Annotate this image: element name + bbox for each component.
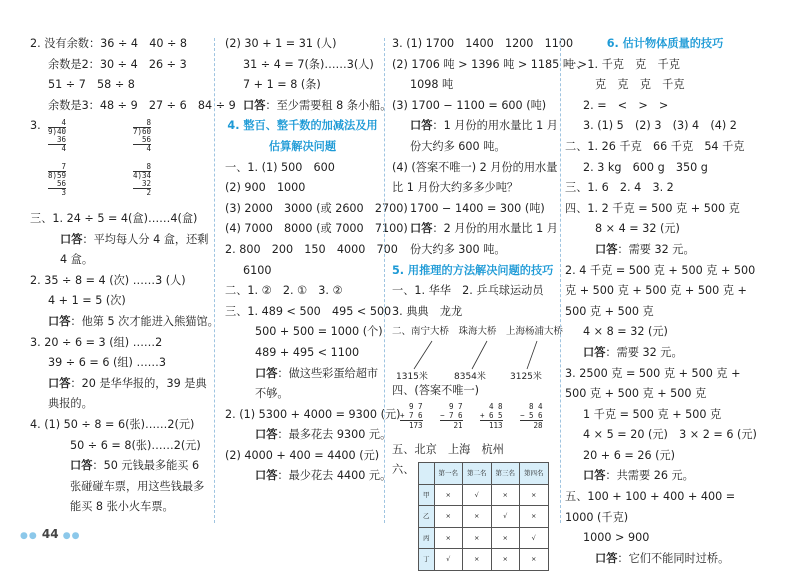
- answer-line: 2. 4 千克 = 500 克 + 500 克 + 500 克 + 500 克 + 500 克 + 500 克 + 500 克 + 500 克: [565, 263, 756, 318]
- answer-line: 20 + 6 = 26 (元): [583, 448, 676, 462]
- answer-line: 二、1. ② 2. ① 3. ②: [225, 284, 343, 298]
- answer-line: 1098 吨: [410, 78, 454, 92]
- decorative-dots: ●●: [20, 531, 38, 541]
- section-title: 4. 整百、整千数的加减法及用: [227, 119, 378, 133]
- column-divider: [214, 38, 215, 523]
- table-row: 丙 × × × √: [419, 527, 549, 549]
- answer-line: 3. 20 ÷ 6 = 3 (组) ……2: [30, 335, 163, 349]
- long-division-1: 4 9)40 36 4: [48, 117, 67, 153]
- answer-line: 2. 没有余数：36 ÷ 4 40 ÷ 8: [30, 37, 188, 50]
- section-title: 估算解决问题: [268, 139, 337, 153]
- answer-line: (2) 4000 + 400 = 4400 (元): [225, 448, 380, 462]
- oral-answer: 口答：1 月份的用水量比 1 月份大约多 600 吨。: [410, 119, 558, 153]
- answer-line: 8 × 4 = 32 (元): [595, 222, 680, 236]
- table-header: 第二名: [463, 463, 492, 485]
- answer-line: 1700 − 1400 = 300 (吨): [410, 201, 545, 215]
- answer-line: 四、(答案不唯一): [392, 383, 480, 397]
- answer-line: (2) 1706 吨 > 1396 吨 > 1185 吨 >: [392, 57, 587, 71]
- match-line: [472, 341, 487, 369]
- bridge-length: 3125米: [510, 371, 542, 382]
- answer-line: 3. 2500 克 = 500 克 + 500 克 + 500 克 + 500 克 + 500 克: [565, 366, 741, 401]
- answer-line: 一、1. 华华 2. 乒乓球运动员: [392, 284, 544, 298]
- column-divider: [560, 38, 561, 523]
- oral-answer: 口答：共需要 26 元。: [583, 469, 694, 483]
- answer-line: 二、1. 26 千克 66 千克 54 千克: [565, 139, 745, 153]
- long-division-4: 8 4)34 32 2: [133, 161, 152, 197]
- answer-line: (4) 7000 8000 (或 7000 7100): [225, 222, 408, 236]
- answer-line: 4 × 5 = 20 (元) 3 × 2 = 6 (元): [583, 428, 757, 442]
- match-line: [414, 341, 432, 369]
- answer-line: 一、1. (1) 500 600: [225, 160, 335, 174]
- answer-line: 三、1. 489 < 500 495 < 500: [225, 304, 392, 318]
- vertical-math: 9 7 − 7 6 21: [440, 401, 463, 430]
- column-4: [565, 34, 765, 569]
- answer-line: 3. (1) 1700 1400 1200 1100: [392, 37, 574, 50]
- vertical-math-row: [400, 402, 562, 440]
- answer-line: 50 ÷ 6 = 8(张)……2(元): [70, 438, 201, 452]
- answer-line: 2. 35 ÷ 8 = 4 (次) ……3 (人): [30, 273, 186, 287]
- answer-line: 1000 > 900: [583, 531, 650, 545]
- answer-line: 2. 3 kg 600 g 350 g: [583, 160, 708, 174]
- long-division-2: 8 7)60 56 4: [133, 117, 152, 153]
- answer-line: 2. = < > >: [583, 98, 669, 112]
- answer-line: 500 + 500 = 1000 (个): [255, 325, 383, 339]
- answer-line: (2) 900 1000: [225, 181, 306, 195]
- answer-line: 39 ÷ 6 = 6 (组) ……3: [48, 356, 166, 370]
- oral-answer: 口答：最少花去 4400 元。: [255, 469, 392, 483]
- column-1: [30, 34, 236, 518]
- oral-answer: 口答：至少需要租 8 条小船。: [243, 98, 392, 112]
- answer-line: 三、1. 24 ÷ 5 = 4(盒)……4(盒): [30, 211, 198, 225]
- answer-line: 51 ÷ 7 58 ÷ 8: [48, 78, 135, 92]
- column-divider: [384, 38, 385, 523]
- column-2: [225, 34, 408, 487]
- vertical-math: 8 4 − 5 6 28: [520, 401, 543, 430]
- answer-line: (3) 2000 3000 (或 2600 2700): [225, 201, 408, 215]
- answer-line: 31 ÷ 4 = 7(条)……3(人): [243, 57, 374, 71]
- vertical-math: 9 7 + 7 6 173: [400, 401, 423, 430]
- bridge-length: 8354米: [454, 371, 486, 382]
- oral-answer: 口答：他第 5 次才能进入熊猫馆。: [48, 314, 219, 328]
- answer-line: 四、1. 2 千克 = 500 克 + 500 克: [565, 201, 740, 215]
- answer-line: 3. (1) 5 (2) 3 (3) 4 (4) 2: [583, 119, 737, 133]
- answer-line: 余数是3：48 ÷ 9 27 ÷ 6 84 ÷ 9: [48, 98, 236, 112]
- answer-line: 4 × 8 = 32 (元): [583, 325, 668, 339]
- oral-answer: 口答：20 是华华报的，39 是典典报的。: [48, 376, 207, 411]
- answer-line: 五、北京 上海 杭州: [392, 442, 504, 456]
- oral-answer: 口答：需要 32 元。: [583, 345, 683, 359]
- long-division-row: [38, 163, 210, 203]
- oral-answer: 口答：50 元钱最多能买 6 张碰碰车票，用这些钱最多能买 8 张小火车票。: [70, 459, 205, 514]
- answer-line: 7 + 1 = 8 (条): [243, 78, 321, 92]
- answer-line: 三、1. 6 2. 4 3. 2: [565, 181, 674, 195]
- bridge-matching-diagram: [392, 343, 562, 387]
- oral-answer: 口答：需要 32 元。: [595, 242, 695, 256]
- oral-answer: 口答：做这些彩蛋给超市不够。: [255, 366, 379, 401]
- decorative-dots: ●●: [62, 531, 81, 541]
- answer-line: 4 + 1 = 5 (次): [48, 294, 126, 308]
- match-line: [527, 341, 537, 369]
- table-header: 第三名: [491, 463, 520, 485]
- table-header: [419, 463, 435, 485]
- answer-line: 余数是2：30 ÷ 4 26 ÷ 3: [48, 57, 187, 71]
- answer-line: 2. 800 200 150 4000 700: [225, 242, 398, 256]
- table-row: 乙 × × √ ×: [419, 506, 549, 528]
- ranking-table-row: [392, 460, 562, 571]
- answer-line: (4) (答案不唯一) 2 月份的用水量比 1 月份大约多多少吨？: [392, 160, 558, 195]
- answer-line: 6100: [243, 263, 272, 277]
- table-row: 丁 √ × × ×: [419, 549, 549, 571]
- oral-answer: 口答：它们不能同时过桥。: [595, 551, 730, 565]
- answer-line: 六、: [392, 463, 415, 477]
- ranking-table: [418, 462, 549, 571]
- bridge-length: 1315米: [396, 371, 428, 382]
- answer-line: 489 + 495 < 1100: [255, 345, 360, 359]
- table-header: 第四名: [520, 463, 549, 485]
- answer-line: (3) 1700 − 1100 = 600 (吨): [392, 98, 547, 112]
- section-title: 5. 用推理的方法解决问题的技巧: [392, 263, 554, 277]
- long-division-row: [38, 119, 210, 159]
- long-division-3: 7 8)59 56 3: [48, 161, 67, 197]
- table-row: 甲 × √ × ×: [419, 484, 549, 506]
- answer-line: 五、100 + 100 + 400 + 400 = 1000 (千克): [565, 490, 736, 524]
- oral-answer: 口答：平均每人分 4 盒，还剩 4 盒。: [60, 232, 209, 267]
- answer-line: 二、南宁大桥 珠海大桥 上海杨浦大桥: [392, 326, 564, 338]
- answer-line: 3. 典典 龙龙: [392, 304, 463, 318]
- answer-line: 3.: [30, 119, 41, 133]
- answer-line: 2. (1) 5300 + 4000 = 9300 (元): [225, 407, 401, 421]
- answer-line: 克 克 克 千克: [595, 78, 685, 92]
- table-header: 第一名: [434, 463, 463, 485]
- answer-line: 1 千克 = 500 克 + 500 克: [583, 407, 722, 421]
- page-number: ●● 44 ●●: [20, 527, 81, 541]
- answer-line: 一、1. 千克 克 千克: [565, 57, 680, 71]
- vertical-math: 4 8 + 6 5 113: [480, 401, 503, 430]
- column-3: [392, 34, 587, 571]
- oral-answer: 口答：最多花去 9300 元。: [255, 428, 392, 442]
- answer-line: (2) 30 + 1 = 31 (人): [225, 37, 337, 50]
- oral-answer: 口答：2 月份的用水量比 1 月份大约多 300 吨。: [410, 222, 558, 256]
- answer-line: 4. (1) 50 ÷ 8 = 6(张)……2(元): [30, 417, 195, 431]
- section-title: 6. 估计物体质量的技巧: [606, 37, 724, 50]
